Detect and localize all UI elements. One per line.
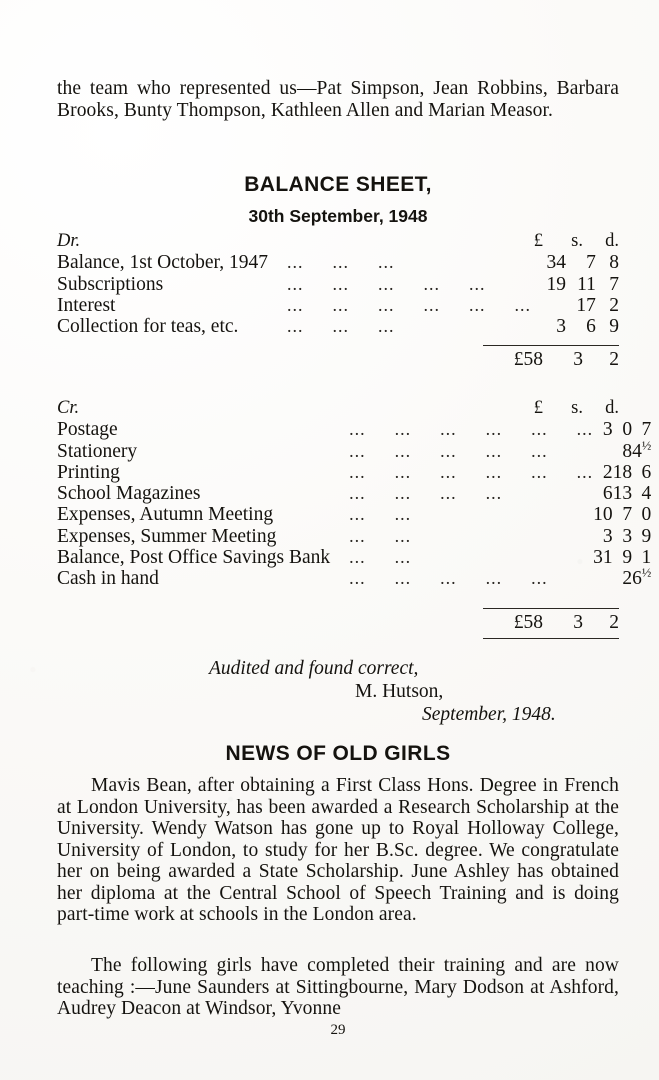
news-heading-block bbox=[57, 742, 619, 766]
news-paragraph-1: Mavis Bean, after obtaining a First Class Hons. Degree in French at London University, has been awarded a Research Scholarship at the University. Wendy Watson has gone up to Royal Holloway College, University of London, to study for her B.Sc. degree. We congratulate her on being awarded a State Scholarship. June Ashley has obtained her diploma at the Central School of Speech Training and is doing part-time work at schools in the London area. bbox=[57, 775, 619, 925]
credit-row-label: Expenses, Summer Meeting bbox=[57, 525, 277, 547]
credit-row-pence: 6 bbox=[641, 461, 652, 483]
audit-auditor-name: M. Hutson, bbox=[355, 681, 444, 702]
credit-row-pounds: 6 bbox=[602, 483, 613, 505]
credit-row-shillings: 18 bbox=[612, 461, 633, 483]
leader-dots: ... ... ... ... ... ... bbox=[330, 461, 594, 482]
leader-dots: ... ... ... bbox=[267, 316, 395, 337]
credit-rows-table bbox=[57, 419, 651, 589]
debit-total-pounds: £58 bbox=[513, 349, 543, 370]
credit-row-pounds: 2 bbox=[602, 461, 613, 483]
credit-row-pence: 4 bbox=[641, 483, 652, 505]
table-row bbox=[57, 295, 619, 316]
news-paragraph-1-block bbox=[57, 775, 619, 926]
debit-row-pounds: 19 bbox=[546, 273, 566, 295]
balance-sheet-title: BALANCE SHEET, bbox=[244, 173, 432, 196]
debit-row-shillings: 17 bbox=[576, 294, 596, 316]
credit-section bbox=[57, 398, 652, 590]
credit-row-pounds bbox=[593, 568, 613, 589]
credit-row-shillings: 7 bbox=[622, 504, 633, 526]
debit-pounds-header: £ bbox=[533, 231, 543, 251]
debit-row-shillings: 7 bbox=[586, 252, 596, 274]
credit-total-block bbox=[57, 608, 619, 639]
credit-row-pence: 7 bbox=[641, 419, 652, 441]
debit-section bbox=[57, 231, 619, 337]
credit-row-pence: $6^{\frac{1}{2}}$ bbox=[632, 565, 652, 590]
table-row bbox=[57, 547, 651, 568]
balance-sheet-heading-block bbox=[57, 173, 619, 227]
debit-table bbox=[57, 231, 619, 252]
debit-row-pounds: 3 bbox=[556, 316, 566, 338]
credit-pence-header: d. bbox=[605, 398, 619, 418]
credit-total-rule-bottom bbox=[483, 638, 619, 639]
debit-row-label: Balance, 1st October, 1947 bbox=[57, 252, 268, 274]
debit-row-pence: 9 bbox=[609, 316, 619, 338]
debit-row-pence: 8 bbox=[609, 252, 619, 274]
table-row bbox=[57, 526, 651, 547]
leader-dots: ... ... ... ... ... ... bbox=[330, 419, 594, 440]
debit-row-pence: 2 bbox=[609, 294, 619, 316]
leader-dots: ... ... bbox=[330, 547, 412, 568]
debit-total-table bbox=[57, 349, 619, 371]
table-row bbox=[57, 504, 651, 525]
news-paragraph-2-block bbox=[57, 955, 619, 1020]
credit-row-label: School Magazines bbox=[57, 483, 201, 505]
credit-row-shillings: 3 bbox=[622, 525, 633, 547]
page-number: 29 bbox=[330, 1022, 346, 1038]
intro-paragraph-block bbox=[57, 78, 619, 121]
credit-row-pounds: 3 bbox=[602, 419, 613, 441]
credit-row-pence: 0 bbox=[641, 504, 652, 526]
table-row bbox=[57, 316, 619, 337]
debit-pence-header: d. bbox=[605, 231, 619, 251]
credit-row-shillings: 2 bbox=[622, 568, 633, 590]
debit-row-pounds bbox=[531, 295, 566, 316]
leader-dots: ... ... ... ... ... bbox=[330, 568, 548, 589]
table-row bbox=[57, 419, 651, 440]
credit-row-label: Balance, Post Office Savings Bank bbox=[57, 547, 331, 569]
debit-row-pounds: 34 bbox=[546, 252, 566, 274]
credit-total-body bbox=[57, 612, 619, 634]
debit-row-label: Collection for teas, etc. bbox=[57, 316, 239, 338]
debit-rows-body bbox=[57, 252, 619, 337]
debit-header-row bbox=[57, 231, 619, 252]
debit-side-label: Dr. bbox=[57, 231, 81, 251]
credit-rows-body bbox=[57, 419, 651, 589]
credit-row-pounds: 10 bbox=[593, 504, 613, 526]
credit-total-pence: 2 bbox=[609, 612, 619, 633]
debit-table-body bbox=[57, 231, 619, 252]
leader-dots: ... ... ... ... ... bbox=[330, 440, 548, 461]
credit-row-shillings: 8 bbox=[622, 440, 633, 462]
leader-dots: ... ... bbox=[330, 525, 412, 546]
debit-total-body bbox=[57, 349, 619, 371]
credit-row-shillings: 0 bbox=[622, 419, 633, 441]
credit-shillings-header: s. bbox=[571, 398, 583, 418]
leader-dots: ... ... ... ... ... bbox=[267, 273, 486, 294]
table-row bbox=[57, 568, 651, 589]
debit-row-pence: 7 bbox=[609, 273, 619, 295]
table-row bbox=[57, 462, 651, 483]
credit-row-shillings: 9 bbox=[622, 547, 633, 569]
credit-row-pence: 9 bbox=[641, 525, 652, 547]
debit-row-shillings: 11 bbox=[577, 273, 596, 295]
credit-total-rule-top bbox=[483, 608, 619, 609]
credit-total-spacer bbox=[57, 612, 493, 634]
debit-total-shillings: 3 bbox=[573, 349, 583, 370]
debit-total-row bbox=[57, 349, 619, 371]
table-row bbox=[57, 483, 651, 504]
credit-total-table bbox=[57, 612, 619, 634]
credit-row-label: Expenses, Autumn Meeting bbox=[57, 504, 274, 526]
credit-total-pounds: £58 bbox=[513, 612, 543, 633]
leader-dots: ... ... ... bbox=[267, 252, 395, 273]
debit-row-label: Interest bbox=[57, 294, 116, 316]
credit-total-row bbox=[57, 612, 619, 634]
credit-total-shillings: 3 bbox=[573, 612, 583, 633]
credit-row-pence: 1 bbox=[641, 547, 652, 569]
intro-paragraph: the team who represented us—Pat Simpson, Jean Robbins, Barbara Brooks, Bunty Thompson, Kathleen Allen and Marian Measor. bbox=[57, 78, 619, 121]
debit-total-rule-top bbox=[483, 345, 619, 346]
balance-sheet-date: 30th September, 1948 bbox=[248, 206, 428, 226]
debit-rows-table bbox=[57, 252, 619, 337]
credit-row-pounds: 3 bbox=[602, 525, 613, 547]
leader-dots: ... ... ... ... ... ... bbox=[267, 294, 531, 315]
credit-row-label: Postage bbox=[57, 419, 118, 441]
credit-row-label: Cash in hand bbox=[57, 568, 159, 590]
leader-dots: ... ... ... ... bbox=[330, 483, 503, 504]
news-paragraph-2: The following girls have completed their training and are now teaching :—June Saunders at Sittingbourne, Mary Dodson at Ashford, Audrey Deacon at Windsor, Yvonne bbox=[57, 955, 619, 1019]
credit-table-body bbox=[57, 398, 619, 419]
leader-dots: ... ... bbox=[330, 504, 412, 525]
pence-fraction: ½ bbox=[641, 565, 652, 580]
table-row bbox=[57, 441, 651, 462]
credit-row-pence: $4^{\frac{1}{2}}$ bbox=[632, 438, 652, 462]
credit-header-row bbox=[57, 398, 619, 419]
debit-total-block bbox=[57, 345, 619, 371]
audit-block bbox=[57, 657, 619, 726]
credit-pounds-header: £ bbox=[533, 398, 543, 418]
credit-row-shillings: 13 bbox=[612, 483, 633, 505]
credit-row-pounds: 31 bbox=[593, 547, 613, 569]
credit-row-label: Printing bbox=[57, 461, 120, 483]
audit-statement: Audited and found correct, bbox=[209, 658, 419, 679]
credit-row-pounds bbox=[593, 441, 613, 462]
news-heading: NEWS OF OLD GIRLS bbox=[225, 742, 451, 765]
pence-fraction: ½ bbox=[641, 438, 652, 453]
debit-total-spacer bbox=[57, 349, 493, 371]
table-row bbox=[57, 274, 619, 295]
credit-table bbox=[57, 398, 619, 419]
table-row bbox=[57, 252, 619, 273]
debit-shillings-header: s. bbox=[571, 231, 583, 251]
credit-row-label: Stationery bbox=[57, 440, 138, 462]
debit-total-pence: 2 bbox=[609, 349, 619, 370]
audit-date: September, 1948. bbox=[422, 704, 556, 725]
credit-side-label: Cr. bbox=[57, 398, 80, 418]
debit-row-shillings: 6 bbox=[586, 316, 596, 338]
debit-row-label: Subscriptions bbox=[57, 273, 164, 295]
